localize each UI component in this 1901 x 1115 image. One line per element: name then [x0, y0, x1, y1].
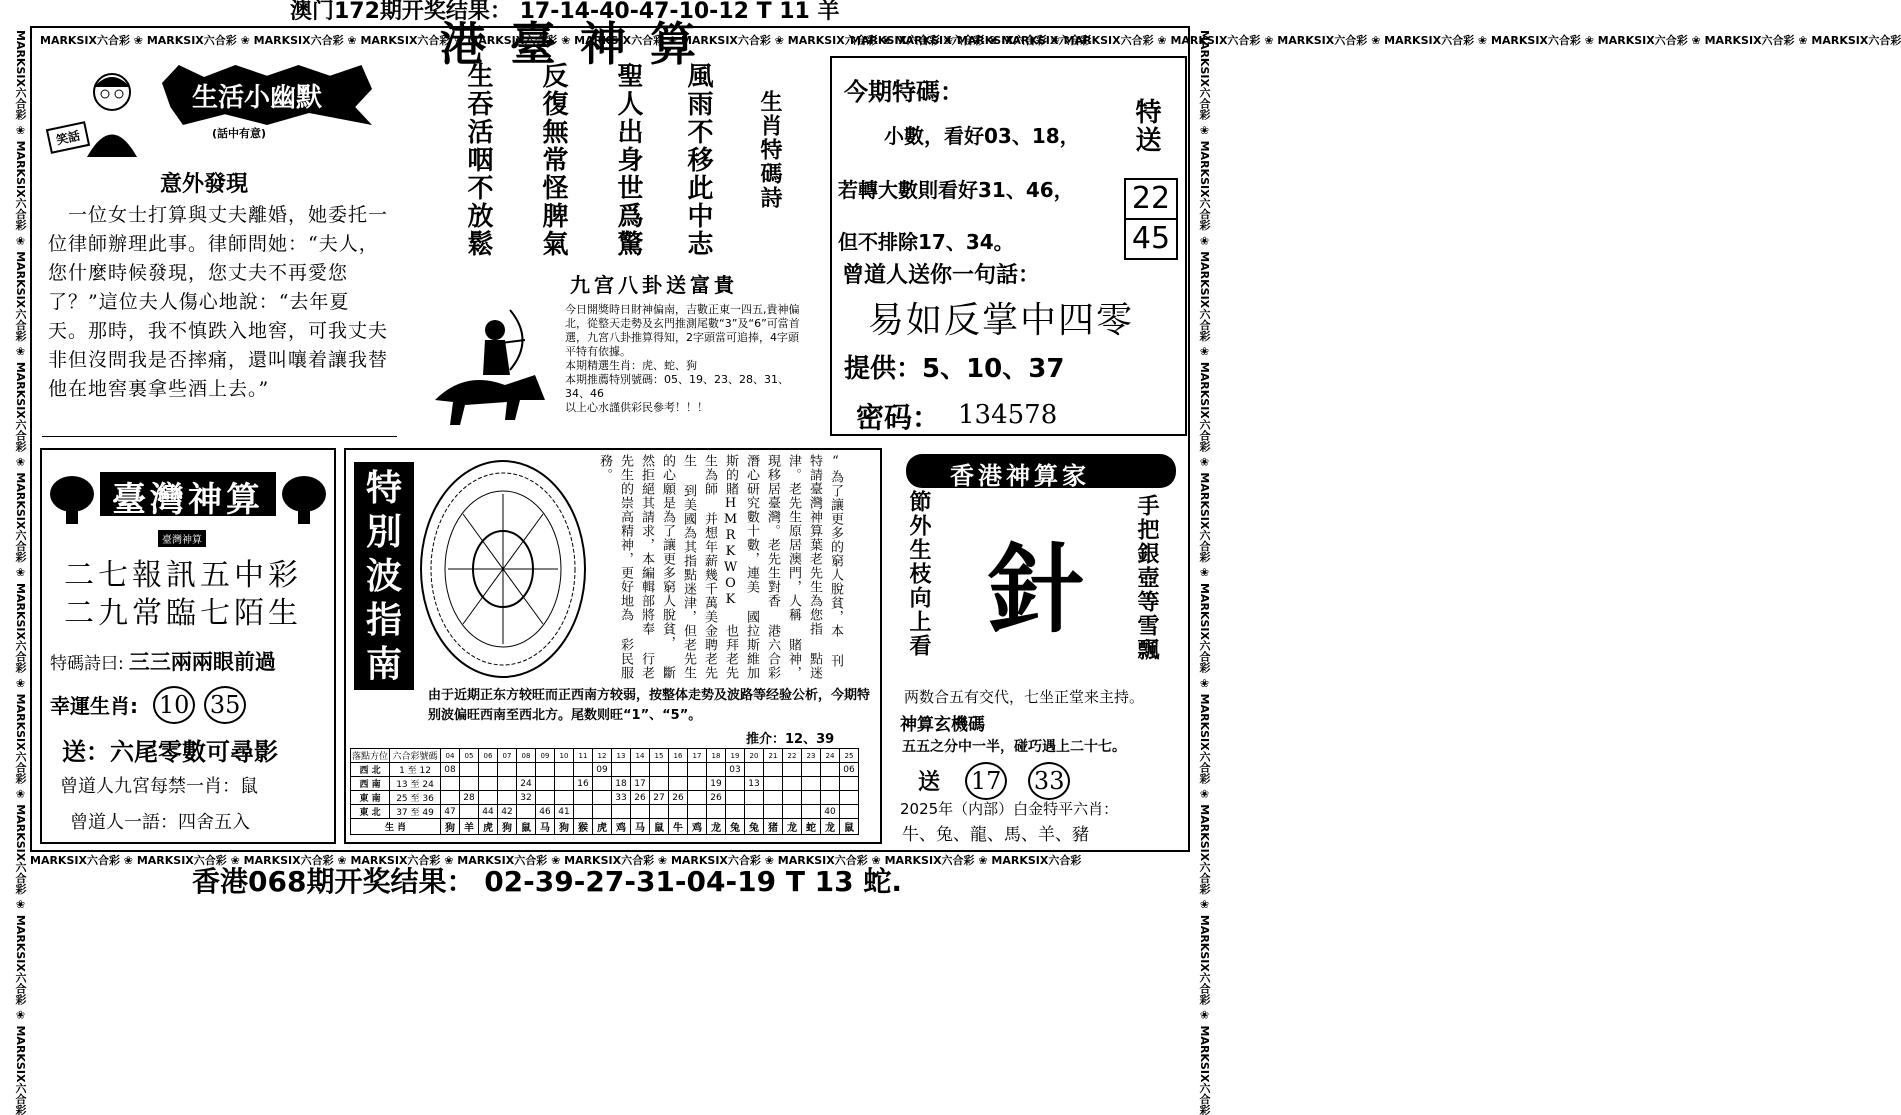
taiwan-line1: 二七報訊五中彩: [64, 558, 302, 593]
wave-cell: [764, 763, 783, 777]
hk-god-right-col: 手把銀壺等雪飄: [1134, 494, 1160, 662]
wave-col-number: 17: [688, 749, 707, 763]
taiwan-send: 送：六尾零數可尋影: [62, 738, 278, 766]
wave-cell: [745, 791, 764, 805]
wave-cell: [536, 791, 555, 805]
wave-cell: 06: [840, 763, 859, 777]
hk-god-section: [890, 450, 1190, 845]
hk-send-num-2: 33: [1028, 762, 1070, 800]
poem-col-3: 反復無常怪脾氣: [538, 62, 568, 258]
lucky-num-2: 35: [204, 686, 246, 724]
wave-cell: [460, 805, 479, 819]
special-number-2: 45: [1131, 221, 1171, 256]
wave-cell: [745, 805, 764, 819]
article-col-11: 行老先生的崇高精神，更好地為: [618, 454, 654, 680]
wave-cell: [498, 763, 517, 777]
wave-cell: [612, 805, 631, 819]
wave-cell: [669, 763, 688, 777]
taiwan-forbid: 曾道人九宮每禁一肖：鼠: [60, 776, 258, 797]
wave-cell: [555, 763, 574, 777]
special-number-1: 22: [1126, 180, 1176, 220]
wave-cell: 33: [612, 791, 631, 805]
wave-cell: [707, 805, 726, 819]
wave-cell: [612, 763, 631, 777]
wave-cell: 08: [441, 763, 460, 777]
wave-zodiac-cell: 虎: [479, 819, 498, 835]
wave-cell: [688, 777, 707, 791]
wave-cell: [783, 791, 802, 805]
wave-col-number: 15: [650, 749, 669, 763]
article-col-10: 斷然拒絕其請求，本編輯部將奉: [639, 454, 675, 680]
wave-cell: [517, 763, 536, 777]
wave-cell: 27: [650, 791, 669, 805]
wave-cell: [593, 777, 612, 791]
archer-horse-icon: [425, 290, 555, 430]
poem-section: [455, 62, 800, 262]
wave-cell: 44: [479, 805, 498, 819]
wave-col-number: 22: [783, 749, 802, 763]
bagua-intro: 今日開獎時日財神偏南，吉數正東一四五,貴神偏北，從整天走勢及玄門推測尾數“3”及“6”可當首選，九宮八卦推算得知，2字頭當可追捧，4字頭平特有依據。: [565, 303, 800, 358]
special-code-box: [830, 56, 1187, 436]
wave-col-number: 25: [840, 749, 859, 763]
wave-cell: [650, 777, 669, 791]
wave-cell: [498, 791, 517, 805]
hk-send-num-1: 17: [965, 762, 1007, 800]
bagua-title: 九宫八卦送富貴: [570, 273, 738, 297]
wave-table-header-row: [351, 749, 859, 763]
wave-cell: [821, 777, 840, 791]
wave-cell: 19: [707, 777, 726, 791]
wave-zodiac-cell: 狗: [441, 819, 460, 835]
article-col-2: 點迷津。老先生原居澳門，人稱: [786, 454, 822, 680]
wave-zodiac-cell: 鼠: [517, 819, 536, 835]
wave-recommend: 推介：12、39: [746, 732, 835, 747]
wave-row-range: 37 至 49: [390, 805, 441, 819]
wave-cell: 46: [536, 805, 555, 819]
wave-zodiac-cell: 鸡: [688, 819, 707, 835]
wave-cell: [536, 763, 555, 777]
wave-cell: 47: [441, 805, 460, 819]
wave-cell: [764, 805, 783, 819]
wave-col-number: 14: [631, 749, 650, 763]
wave-table: [350, 748, 859, 835]
article-col-1: 刊特請臺灣神算葉老先生為您指: [807, 454, 843, 668]
wave-cell: 28: [460, 791, 479, 805]
top-border-strip-left: MARKSIX六合彩 ❀ MARKSIX六合彩 ❀ MARKSIX六合彩 ❀ MARKSIX六合彩 ❀ MARKSIX六合彩 ❀ MARKSIX六合彩 ❀ MARKSIX六合彩 ❀ MARKSIX六合彩 ❀ MARKSIX六合彩 ❀ MARKSIX六合彩: [40, 34, 1092, 47]
article-col-9: 的心願是為了讓更多窮人脫貧，: [660, 454, 675, 650]
code-label: 密码：: [856, 401, 941, 434]
wave-zodiac-cell: 虎: [593, 819, 612, 835]
wave-col-number: 18: [707, 749, 726, 763]
taiwan-poem-text: 三三兩兩眼前過: [128, 650, 276, 674]
wave-zodiac-cell: 马: [631, 819, 650, 835]
wave-cell: [631, 805, 650, 819]
code-value: 134578: [958, 400, 1058, 430]
left-border-strip: MARKSIX六合彩 ❀ MARKSIX六合彩 ❀ MARKSIX六合彩 ❀ MARKSIX六合彩 ❀ MARKSIX六合彩 ❀ MARKSIX六合彩 ❀ MARKSIX六合彩 ❀ MARKSIX六合彩 ❀ MARKSIX六合彩 ❀ MARKSIX六合彩: [14, 30, 27, 1115]
wave-zodiac-cell: 兔: [726, 819, 745, 835]
special-send-label: 特送: [1131, 98, 1161, 154]
article-col-7: 并想年薪幾千萬美金聘老先生: [681, 454, 717, 680]
article-col-8: 到美國為其指點迷津，但老先生: [681, 484, 696, 680]
joke-badge: 笑話: [46, 121, 90, 154]
hk-god-line2: 五五之分中一半，碰巧遇上二十七。: [902, 739, 1126, 755]
wave-col-number: 10: [555, 749, 574, 763]
wave-cell: [517, 805, 536, 819]
wave-title: 特別波指南: [354, 462, 414, 690]
wave-col-number: 04: [441, 749, 460, 763]
wave-col-number: 05: [460, 749, 479, 763]
humor-divider: [42, 436, 397, 437]
taiwan-title: 臺灣神算: [112, 480, 264, 520]
wave-row-range: 13 至 24: [390, 777, 441, 791]
wave-cell: [441, 791, 460, 805]
wave-cell: [441, 777, 460, 791]
footer-result: 香港068期开奖结果： 02-39-27-31-04-19 T 13 蛇.: [192, 865, 903, 898]
wave-cell: [688, 791, 707, 805]
taiwan-stamp: 臺灣神算: [158, 530, 206, 547]
wave-zodiac-cell: 狗: [498, 819, 517, 835]
humor-title: 生活小幽默: [192, 83, 323, 113]
wave-col-number: 07: [498, 749, 517, 763]
wave-cell: [631, 763, 650, 777]
hk-god-send: [918, 762, 1074, 800]
header-result: 澳门172期开奖结果： 17-14-40-47-10-12 T 11 羊: [290, 0, 840, 24]
wave-cell: [498, 777, 517, 791]
wave-zodiac-cell: 猴: [574, 819, 593, 835]
wave-cell: [802, 763, 821, 777]
wave-cell: [840, 791, 859, 805]
taiwan-poem: [50, 646, 276, 676]
wave-col-number: 16: [669, 749, 688, 763]
wave-zodiac-cell: 鸡: [612, 819, 631, 835]
hk-god-line3: 2025年（内部）白金特平六肖：: [900, 800, 1119, 818]
taiwan-box: [40, 448, 336, 844]
wave-cell: [669, 805, 688, 819]
hk-send-label: 送: [918, 770, 941, 795]
lucky-label: 幸運生肖:: [50, 694, 138, 718]
bagua-section: [420, 265, 820, 435]
wave-cell: [802, 805, 821, 819]
wave-cell: [650, 763, 669, 777]
special-code-title: 今期特碼：: [844, 78, 964, 106]
wave-cell: 09: [593, 763, 612, 777]
wave-cell: [783, 805, 802, 819]
story-title: 意外發現: [160, 171, 249, 197]
bagua-text: [565, 303, 805, 415]
wave-article-text: [594, 454, 846, 680]
wave-cell: [840, 805, 859, 819]
bagua-ref: 以上心水謹供彩民參考！！！: [565, 401, 708, 414]
wave-col-number: 06: [479, 749, 498, 763]
wave-col-number: 08: [517, 749, 536, 763]
wave-col-number: 09: [536, 749, 555, 763]
wave-row-direction: 東 北: [351, 805, 390, 819]
wave-cell: 18: [612, 777, 631, 791]
wave-cell: [726, 791, 745, 805]
compass-wheel-icon: [418, 454, 588, 684]
wave-row-range: 25 至 36: [390, 791, 441, 805]
wave-cell: 17: [631, 777, 650, 791]
wave-cell: [460, 763, 479, 777]
wave-cell: [593, 805, 612, 819]
wave-col-number: 19: [726, 749, 745, 763]
wave-cell: [821, 791, 840, 805]
article-col-12: 彩民服務。: [597, 454, 633, 680]
special-code-line3: 但不排除17、34。: [838, 230, 1014, 254]
wave-zodiac-cell: 兔: [745, 819, 764, 835]
article-col-4: 港六合彩潛心研究數十數，連美: [744, 454, 780, 680]
wave-cell: 03: [726, 763, 745, 777]
wave-cell: [802, 777, 821, 791]
wave-cell: [707, 763, 726, 777]
wave-cell: [688, 763, 707, 777]
wave-zodiac-cell: 羊: [460, 819, 479, 835]
wave-cell: 26: [631, 791, 650, 805]
wave-zodiac-cell: 蛇: [802, 819, 821, 835]
masthead: 港臺神算: [440, 17, 720, 71]
quote-text: 易如反掌中四零: [868, 300, 1135, 341]
wave-cell: [479, 763, 498, 777]
wave-zodiac-cell: 鼠: [650, 819, 669, 835]
wave-zodiac-cell: 鼠: [840, 819, 859, 835]
wave-cell: [574, 763, 593, 777]
wave-col-number: 13: [612, 749, 631, 763]
hk-god-title: 香港神算家: [950, 461, 1090, 490]
wave-zodiac-cell: 马: [536, 819, 555, 835]
wave-zodiac-cell: 龙: [821, 819, 840, 835]
wave-cell: [840, 777, 859, 791]
top-border-strip-right: MARKSIX六合彩 ❀ MARKSIX六合彩 ❀ MARKSIX六合彩 ❀ MARKSIX六合彩 ❀ MARKSIX六合彩 ❀ MARKSIX六合彩 ❀ MARKSIX六合彩 ❀ MARKSIX六合彩 ❀ MARKSIX六合彩 ❀ MARKSIX六合彩: [850, 34, 1901, 47]
wave-guide-box: [344, 448, 882, 844]
poem-col-2: 聖人出身世爲驚: [613, 62, 643, 258]
wave-cell: [783, 777, 802, 791]
wave-article: [594, 454, 874, 684]
bagua-special: 本期推薦特別號碼：05、19、23、28、31、34、46: [565, 373, 789, 400]
wave-zodiac-cell: 龙: [783, 819, 802, 835]
taiwan-saying: 曾道人一語：四舍五入: [70, 812, 250, 833]
article-col-5: 國拉斯維加斯的賭HMRKWOK: [723, 454, 759, 680]
poem-label: 生肖特碼詩: [757, 90, 783, 210]
bagua-zodiac: 本期精選生肖：虎、蛇、狗: [565, 359, 697, 372]
wave-cell: 24: [517, 777, 536, 791]
wave-cell: 42: [498, 805, 517, 819]
wave-analysis: 由于近期正东方较旺而正西南方较弱，按整体走势及波路等经验公析，今期特别波偏旺西南至西北方。尾数则旺“1”、“5”。: [428, 688, 871, 723]
wave-col-number: 12: [593, 749, 612, 763]
article-col-3: 賭神，現移居臺灣。老先生對香: [765, 454, 801, 680]
wave-cell: 40: [821, 805, 840, 819]
taiwan-poem-label: 特碼詩曰:: [50, 654, 124, 674]
hk-god-left-col: 節外生枝向上看: [906, 490, 932, 658]
hk-god-big-char: 針: [988, 533, 1084, 646]
wave-col-number: 23: [802, 749, 821, 763]
hk-god-line1: 两数合五有交代，七坐正堂来主持。: [904, 688, 1145, 706]
taiwan-line2: 二九常臨七陌生: [64, 596, 302, 631]
story-text: 一位女士打算與丈夫離婚，她委托一位律師辦理此事。律師問她：“夫人，您什麼時候發現，您丈夫不再愛您了？”這位夫人傷心地說：“去年夏天。那時，我不慎跌入地窖，可我丈夫非但沒問我是否摔痛，還叫嚷着讓我替他在地窖裏拿些酒上去。”: [48, 204, 389, 400]
wave-cell: 32: [517, 791, 536, 805]
wave-cell: [726, 805, 745, 819]
article-col-6: 也拜老先生為師: [702, 454, 738, 680]
wave-table-wrap: [350, 748, 859, 835]
wave-cell: [764, 791, 783, 805]
wave-zodiac-cell: 牛: [669, 819, 688, 835]
wave-cell: [574, 805, 593, 819]
bottom-border-strip: MARKSIX六合彩 ❀ MARKSIX六合彩 ❀ MARKSIX六合彩 ❀ MARKSIX六合彩 ❀ MARKSIX六合彩 ❀ MARKSIX六合彩 ❀ MARKSIX六合彩 ❀ MARKSIX六合彩 ❀ MARKSIX六合彩 ❀ MARKSIX六合彩: [30, 854, 1082, 867]
wave-header-dir: 落點方位: [351, 749, 390, 763]
wave-col-number: 20: [745, 749, 764, 763]
wave-cell: [688, 805, 707, 819]
wave-cell: [536, 777, 555, 791]
wave-cell: [460, 777, 479, 791]
wave-row-direction: 西 南: [351, 777, 390, 791]
lucky-num-1: 10: [153, 686, 195, 724]
wave-cell: [669, 777, 688, 791]
quote-title: 曾道人送你一句話：: [842, 263, 1041, 288]
wave-cell: [783, 763, 802, 777]
wave-cell: 26: [707, 791, 726, 805]
wave-table-row: [351, 763, 859, 777]
wave-zodiac-cell: 龙: [707, 819, 726, 835]
wave-zodiac-label: 生 肖: [351, 819, 441, 835]
wave-cell: [555, 791, 574, 805]
hk-god-subtitle: 神算玄機碼: [900, 715, 985, 735]
special-code-line2: 若轉大數則看好31、46，: [838, 178, 1074, 202]
wave-cell: [726, 777, 745, 791]
wave-cell: 13: [745, 777, 764, 791]
humor-section: [42, 55, 397, 435]
wave-cell: [764, 777, 783, 791]
wave-col-number: 24: [821, 749, 840, 763]
wave-cell: 41: [555, 805, 574, 819]
special-code-line1: 小數，看好03、18，: [884, 124, 1080, 148]
wave-cell: [745, 763, 764, 777]
special-number-box: [1124, 178, 1178, 260]
wave-table-row: [351, 777, 859, 791]
wave-cell: [479, 777, 498, 791]
poem-col-4: 生吞活咽不放鬆: [463, 62, 493, 258]
wave-row-direction: 西 北: [351, 763, 390, 777]
wave-zodiac-row: [351, 819, 859, 835]
article-col-0: “為了讓更多的窮人脫貧，本: [828, 454, 843, 638]
wave-cell: [593, 791, 612, 805]
wave-cell: [802, 791, 821, 805]
wave-col-number: 21: [764, 749, 783, 763]
wave-header-range: 六合彩號碼: [390, 749, 441, 763]
humor-subtitle: (話中有意): [212, 127, 267, 140]
wave-cell: 16: [574, 777, 593, 791]
wave-row-direction: 東 南: [351, 791, 390, 805]
hk-god-zodiacs: 牛、兔、龍、馬、羊、豬: [902, 825, 1089, 845]
right-border-strip: MARKSIX六合彩 ❀ MARKSIX六合彩 ❀ MARKSIX六合彩 ❀ MARKSIX六合彩 ❀ MARKSIX六合彩 ❀ MARKSIX六合彩 ❀ MARKSIX六合彩 ❀ MARKSIX六合彩 ❀ MARKSIX六合彩 ❀ MARKSIX六合彩: [1198, 30, 1211, 1115]
poem-col-1: 風雨不移此中志: [683, 62, 713, 258]
wave-table-row: [351, 791, 859, 805]
wave-col-number: 11: [574, 749, 593, 763]
wave-cell: [650, 805, 669, 819]
wave-cell: [574, 791, 593, 805]
wave-table-row: [351, 805, 859, 819]
provide-text: 提供：5、10、37: [844, 354, 1065, 384]
wave-cell: [479, 791, 498, 805]
wave-cell: 26: [669, 791, 688, 805]
wave-cell: [555, 777, 574, 791]
wave-zodiac-cell: 狗: [555, 819, 574, 835]
wave-cell: [821, 763, 840, 777]
wave-zodiac-cell: 猪: [764, 819, 783, 835]
lucky-zodiac: [50, 686, 250, 724]
wave-row-range: 1 至 12: [390, 763, 441, 777]
